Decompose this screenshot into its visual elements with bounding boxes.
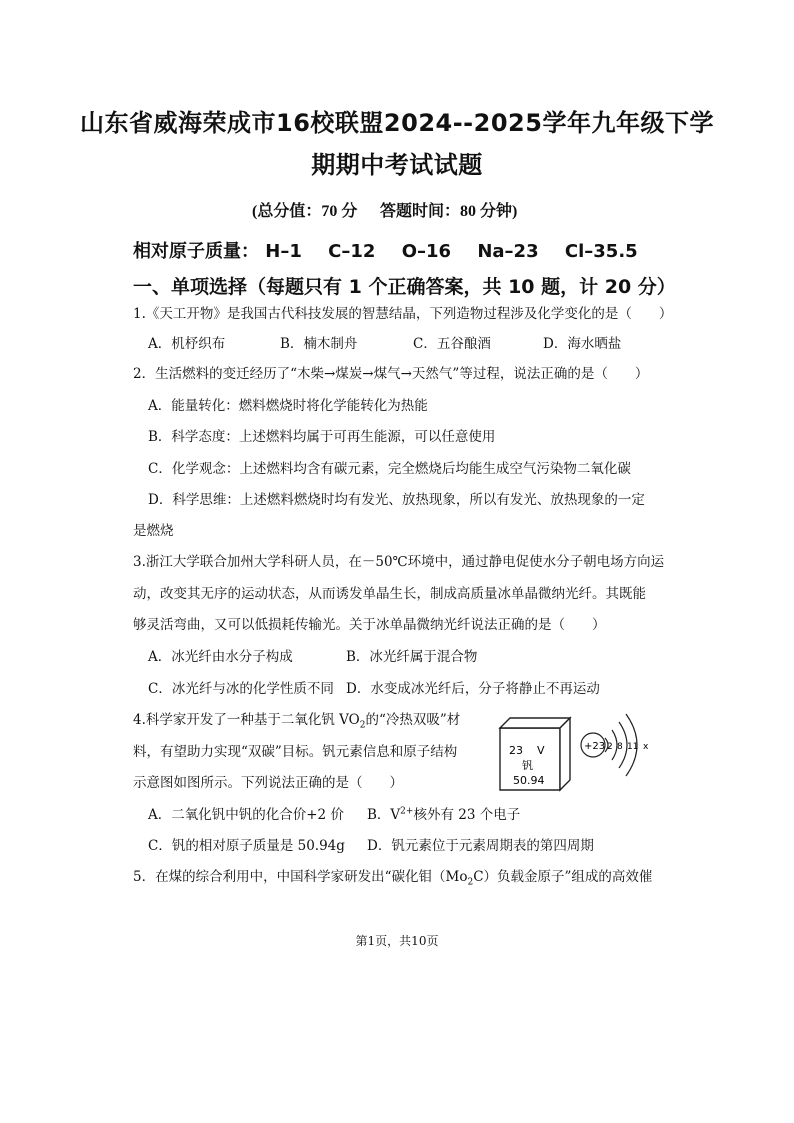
vanadium-figure	[497, 700, 657, 800]
question-4-stem-line2: 料，有望助力实现“双碳”目标。钒元素信息和原子结构	[133, 744, 458, 760]
q1-option-d: D．海水晒盐	[543, 336, 622, 352]
atomic-mass-item: C–12	[328, 241, 376, 262]
atomic-mass-item: Cl–35.5	[564, 241, 638, 262]
q4-option-d: D．钒元素位于元素周期表的第四周期	[367, 838, 594, 854]
q3-option-b: B．冰光纤属于混合物	[346, 649, 478, 665]
element-number: 23	[509, 744, 523, 757]
q4-option-a: A．二氧化钒中钒的化合价+2 价	[148, 807, 344, 823]
section-heading: 一、单项选择（每题只有 1 个正确答案，共 10 题，计 20 分）	[133, 276, 676, 298]
atomic-mass-line	[133, 237, 638, 263]
q4-option-c: C．钒的相对原子质量是 50.94g	[148, 838, 345, 854]
q4-option-b	[367, 803, 520, 823]
element-symbol: V	[537, 744, 545, 757]
question-4-stem-line3: 示意图如图所示。下列说法正确的是（ ）	[133, 775, 403, 791]
atom-structure	[581, 714, 649, 776]
score-info: (总分值：70 分	[252, 203, 358, 220]
question-2-stem: 2．生活燃料的变迁经历了“木柴→煤炭→煤气→天然气”等过程，说法正确的是（ ）	[133, 366, 649, 382]
q5-stem-subscript: 2	[467, 877, 474, 888]
q2-option-d: D．科学思维：上述燃料燃烧时均有发光、放热现象，所以有发光、放热现象的一定	[148, 492, 645, 508]
q4-option-b-text: B．V	[367, 807, 401, 823]
q3-option-c: C．冰光纤与冰的化学性质不同	[148, 681, 334, 697]
atomic-mass-label: 相对原子质量：	[133, 241, 259, 262]
question-3-stem-line3: 够灵活弯曲，又可以低损耗传输光。关于冰单晶微纳光纤说法正确的是（ ）	[133, 617, 606, 633]
shell-electrons: x	[643, 742, 649, 752]
q1-option-a: A．机杼织布	[148, 336, 226, 352]
element-mass: 50.94	[513, 774, 545, 787]
q3-option-d: D．水变成冰光纤后，分子将静止不再运动	[346, 681, 600, 697]
q2-option-b: B．科学态度：上述燃料均属于可再生能源，可以任意使用	[148, 429, 496, 445]
q4-option-b-text-post: 核外有 23 个电子	[413, 807, 521, 823]
question-5-stem-line1	[133, 865, 652, 888]
q4-option-b-superscript: 2+	[400, 806, 414, 817]
page-footer: 第1页，共10页	[355, 934, 439, 948]
q2-option-c: C．化学观念：上述燃料均含有碳元素，完全燃烧后均能生成空气污染物二氧化碳	[148, 461, 631, 477]
atomic-mass-item: Na–23	[477, 241, 539, 262]
q5-stem-text-post: C）负载金原子”组成的高效催	[473, 869, 653, 885]
time-info: 答题时间：80 分钟)	[380, 203, 518, 220]
shell-electrons: 8	[617, 742, 623, 752]
nucleus-charge: +23	[584, 741, 606, 752]
shell-electrons: 11	[627, 742, 639, 752]
q1-option-b: B．楠木制舟	[280, 336, 358, 352]
q3-option-a: A．冰光纤由水分子构成	[148, 649, 293, 665]
q4-stem-subscript: 2	[359, 720, 366, 731]
question-4-stem-line1	[133, 708, 460, 731]
q5-stem-text: 5．在煤的综合利用中，中国科学家研发出“碳化钼（Mo	[133, 869, 468, 885]
q2-option-a: A．能量转化：燃料燃烧时将化学能转化为热能	[148, 398, 428, 414]
q4-stem-text-post: 的“冷热双吸”材	[365, 712, 461, 728]
q1-option-c: C．五谷酿酒	[413, 336, 491, 352]
atomic-mass-item: O–16	[401, 241, 452, 262]
exam-title-line2: 期期中考试试题	[311, 151, 483, 179]
element-name: 钒	[522, 759, 533, 772]
shell-electrons: 2	[607, 742, 613, 752]
question-1-stem: 1.《天工开物》是我国古代科技发展的智慧结晶，下列造物过程涉及化学变化的是（ ）	[133, 306, 673, 322]
element-card	[500, 718, 570, 790]
q4-stem-text: 4.科学家开发了一种基于二氧化钒 VO	[133, 712, 360, 728]
atomic-mass-item: H–1	[265, 241, 302, 262]
exam-title-line1: 山东省威海荣成市16校联盟2024--2025学年九年级下学	[80, 109, 714, 137]
question-3-stem-line1: 3.浙江大学联合加州大学科研人员，在－50℃环境中，通过静电促使水分子朝电场方向运	[133, 554, 665, 570]
q2-option-d-continued: 是燃烧	[133, 523, 174, 539]
question-3-stem-line2: 动，改变其无序的运动状态，从而诱发单晶生长，制成高质量冰单晶微纳光纤。其既能	[133, 586, 646, 602]
